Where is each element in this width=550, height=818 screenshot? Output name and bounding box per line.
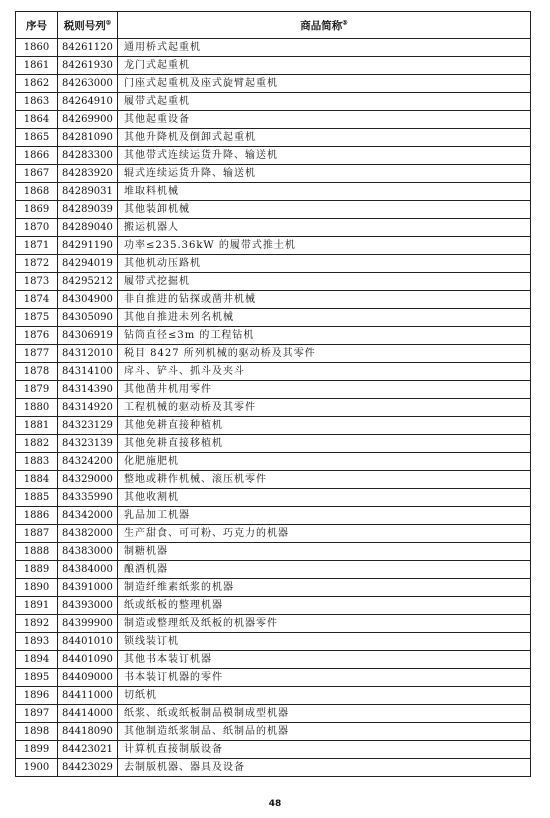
row-seq-cell: 1899 xyxy=(16,741,58,759)
row-seq-cell: 1877 xyxy=(16,345,58,363)
row-name-cell: 去制版机器、器具及设备 xyxy=(118,759,531,777)
header-code-footnote-mark: ⑤ xyxy=(105,19,112,26)
row-name-cell: 其他免耕直接移植机 xyxy=(118,435,531,453)
table-row xyxy=(16,687,531,705)
row-code-cell: 84324200 xyxy=(58,453,118,471)
table-row xyxy=(16,345,531,363)
row-seq-cell: 1869 xyxy=(16,201,58,219)
row-seq-cell: 1880 xyxy=(16,399,58,417)
row-seq-cell: 1882 xyxy=(16,435,58,453)
row-seq-cell: 1887 xyxy=(16,525,58,543)
table-row xyxy=(16,129,531,147)
row-code-cell: 84289031 xyxy=(58,183,118,201)
table-row xyxy=(16,615,531,633)
table-row xyxy=(16,111,531,129)
row-seq-cell: 1894 xyxy=(16,651,58,669)
table-row xyxy=(16,381,531,399)
row-code-cell: 84283920 xyxy=(58,165,118,183)
row-seq-cell: 1892 xyxy=(16,615,58,633)
tariff-table xyxy=(15,11,531,777)
table-row xyxy=(16,147,531,165)
row-code-cell: 84383000 xyxy=(58,543,118,561)
row-seq-cell: 1890 xyxy=(16,579,58,597)
table-row xyxy=(16,237,531,255)
row-code-cell: 84306919 xyxy=(58,327,118,345)
row-name-cell: 纸浆、纸或纸板制品模制成型机器 xyxy=(118,705,531,723)
row-code-cell: 84314390 xyxy=(58,381,118,399)
row-code-cell: 84281090 xyxy=(58,129,118,147)
table-row xyxy=(16,489,531,507)
row-seq-cell: 1873 xyxy=(16,273,58,291)
row-code-cell: 84314100 xyxy=(58,363,118,381)
row-code-cell: 84329000 xyxy=(58,471,118,489)
row-code-cell: 84263000 xyxy=(58,75,118,93)
table-row xyxy=(16,741,531,759)
header-name xyxy=(118,12,531,39)
row-name-cell: 履带式起重机 xyxy=(118,93,531,111)
row-name-cell: 履带式挖掘机 xyxy=(118,273,531,291)
row-name-cell: 制造纤维素纸浆的机器 xyxy=(118,579,531,597)
row-name-cell: 化肥施肥机 xyxy=(118,453,531,471)
row-name-cell: 制造或整理纸及纸板的机器零件 xyxy=(118,615,531,633)
table-row xyxy=(16,309,531,327)
table-row xyxy=(16,363,531,381)
row-seq-cell: 1863 xyxy=(16,93,58,111)
row-seq-cell: 1884 xyxy=(16,471,58,489)
row-name-cell: 其他升降机及倒卸式起重机 xyxy=(118,129,531,147)
row-seq-cell: 1864 xyxy=(16,111,58,129)
row-seq-cell: 1898 xyxy=(16,723,58,741)
row-name-cell: 生产甜食、可可粉、巧克力的机器 xyxy=(118,525,531,543)
table-row xyxy=(16,399,531,417)
row-seq-cell: 1886 xyxy=(16,507,58,525)
row-name-cell: 其他带式连续运货升降、输送机 xyxy=(118,147,531,165)
table-row xyxy=(16,435,531,453)
row-name-cell: 其他书本装订机器 xyxy=(118,651,531,669)
table-row xyxy=(16,201,531,219)
row-code-cell: 84291190 xyxy=(58,237,118,255)
row-name-cell: 制糖机器 xyxy=(118,543,531,561)
row-name-cell: 其他机动压路机 xyxy=(118,255,531,273)
header-name-label: 商品简称 xyxy=(300,19,343,32)
row-seq-cell: 1861 xyxy=(16,57,58,75)
table-row xyxy=(16,525,531,543)
row-name-cell: 堆取料机械 xyxy=(118,183,531,201)
table-row xyxy=(16,255,531,273)
row-name-cell: 酿酒机器 xyxy=(118,561,531,579)
row-seq-cell: 1876 xyxy=(16,327,58,345)
row-code-cell: 84382000 xyxy=(58,525,118,543)
row-seq-cell: 1872 xyxy=(16,255,58,273)
table-row xyxy=(16,579,531,597)
row-name-cell: 其他装卸机械 xyxy=(118,201,531,219)
row-seq-cell: 1895 xyxy=(16,669,58,687)
row-code-cell: 84399900 xyxy=(58,615,118,633)
table-row xyxy=(16,453,531,471)
row-name-cell: 税目 8427 所列机械的驱动桥及其零件 xyxy=(118,345,531,363)
table-row xyxy=(16,597,531,615)
table-body xyxy=(16,39,531,777)
row-name-cell: 其他免耕直接种植机 xyxy=(118,417,531,435)
row-name-cell: 门座式起重机及座式旋臂起重机 xyxy=(118,75,531,93)
table-row xyxy=(16,633,531,651)
row-seq-cell: 1862 xyxy=(16,75,58,93)
table-row xyxy=(16,507,531,525)
table-row xyxy=(16,219,531,237)
row-seq-cell: 1885 xyxy=(16,489,58,507)
table-row xyxy=(16,93,531,111)
page-number: 48 xyxy=(268,799,282,809)
row-code-cell: 84384000 xyxy=(58,561,118,579)
table-row xyxy=(16,669,531,687)
table-header xyxy=(16,12,531,39)
row-code-cell: 84342000 xyxy=(58,507,118,525)
row-code-cell: 84409000 xyxy=(58,669,118,687)
row-seq-cell: 1878 xyxy=(16,363,58,381)
row-name-cell: 其他凿井机用零件 xyxy=(118,381,531,399)
row-seq-cell: 1897 xyxy=(16,705,58,723)
row-name-cell: 功率≤235.36kW 的履带式推土机 xyxy=(118,237,531,255)
header-code xyxy=(58,12,118,39)
table-row xyxy=(16,291,531,309)
header-seq xyxy=(16,12,58,39)
row-name-cell: 其他收割机 xyxy=(118,489,531,507)
header-code-label: 税则号列 xyxy=(63,19,106,32)
row-seq-cell: 1870 xyxy=(16,219,58,237)
row-seq-cell: 1879 xyxy=(16,381,58,399)
table-row xyxy=(16,183,531,201)
row-name-cell: 龙门式起重机 xyxy=(118,57,531,75)
row-code-cell: 84423021 xyxy=(58,741,118,759)
row-code-cell: 84261930 xyxy=(58,57,118,75)
row-code-cell: 84269900 xyxy=(58,111,118,129)
row-seq-cell: 1889 xyxy=(16,561,58,579)
table-row xyxy=(16,165,531,183)
row-code-cell: 84401090 xyxy=(58,651,118,669)
row-code-cell: 84423029 xyxy=(58,759,118,777)
row-name-cell: 纸或纸板的整理机器 xyxy=(118,597,531,615)
row-code-cell: 84391000 xyxy=(58,579,118,597)
row-code-cell: 84264910 xyxy=(58,93,118,111)
row-seq-cell: 1900 xyxy=(16,759,58,777)
row-code-cell: 84305090 xyxy=(58,309,118,327)
row-code-cell: 84289039 xyxy=(58,201,118,219)
row-code-cell: 84289040 xyxy=(58,219,118,237)
row-name-cell: 钻筒直径≤3m 的工程钻机 xyxy=(118,327,531,345)
row-code-cell: 84323129 xyxy=(58,417,118,435)
row-seq-cell: 1860 xyxy=(16,39,58,57)
row-name-cell: 搬运机器人 xyxy=(118,219,531,237)
row-name-cell: 整地或耕作机械、滚压机零件 xyxy=(118,471,531,489)
row-seq-cell: 1888 xyxy=(16,543,58,561)
table-row xyxy=(16,39,531,57)
row-name-cell: 非自推进的钻探或凿井机械 xyxy=(118,291,531,309)
row-name-cell: 其他制造纸浆制品、纸制品的机器 xyxy=(118,723,531,741)
table-row xyxy=(16,543,531,561)
row-name-cell: 书本装订机器的零件 xyxy=(118,669,531,687)
row-code-cell: 84414000 xyxy=(58,705,118,723)
row-code-cell: 84295212 xyxy=(58,273,118,291)
table-row xyxy=(16,75,531,93)
row-name-cell: 辊式连续运货升降、输送机 xyxy=(118,165,531,183)
table-row xyxy=(16,327,531,345)
row-code-cell: 84335990 xyxy=(58,489,118,507)
row-name-cell: 戽斗、铲斗、抓斗及夹斗 xyxy=(118,363,531,381)
row-code-cell: 84261120 xyxy=(58,39,118,57)
row-seq-cell: 1881 xyxy=(16,417,58,435)
table-row xyxy=(16,759,531,777)
row-code-cell: 84283300 xyxy=(58,147,118,165)
header-row xyxy=(16,12,531,39)
header-name-footnote-mark: ⑤ xyxy=(342,19,348,26)
table-row xyxy=(16,723,531,741)
row-seq-cell: 1883 xyxy=(16,453,58,471)
row-code-cell: 84393000 xyxy=(58,597,118,615)
row-seq-cell: 1896 xyxy=(16,687,58,705)
row-seq-cell: 1868 xyxy=(16,183,58,201)
row-seq-cell: 1865 xyxy=(16,129,58,147)
row-name-cell: 切纸机 xyxy=(118,687,531,705)
row-seq-cell: 1871 xyxy=(16,237,58,255)
row-name-cell: 计算机直接制版设备 xyxy=(118,741,531,759)
row-seq-cell: 1893 xyxy=(16,633,58,651)
table-row xyxy=(16,471,531,489)
table-row xyxy=(16,57,531,75)
row-name-cell: 通用桥式起重机 xyxy=(118,39,531,57)
row-code-cell: 84294019 xyxy=(58,255,118,273)
header-seq-label: 序号 xyxy=(26,19,47,32)
row-seq-cell: 1874 xyxy=(16,291,58,309)
row-name-cell: 乳品加工机器 xyxy=(118,507,531,525)
table-row xyxy=(16,273,531,291)
row-seq-cell: 1891 xyxy=(16,597,58,615)
row-code-cell: 84312010 xyxy=(58,345,118,363)
row-code-cell: 84411000 xyxy=(58,687,118,705)
table-row xyxy=(16,561,531,579)
row-seq-cell: 1875 xyxy=(16,309,58,327)
row-name-cell: 其他起重设备 xyxy=(118,111,531,129)
row-code-cell: 84323139 xyxy=(58,435,118,453)
row-seq-cell: 1867 xyxy=(16,165,58,183)
table-row xyxy=(16,417,531,435)
row-name-cell: 锁线装订机 xyxy=(118,633,531,651)
row-code-cell: 84304900 xyxy=(58,291,118,309)
row-code-cell: 84401010 xyxy=(58,633,118,651)
row-name-cell: 其他自推进未列名机械 xyxy=(118,309,531,327)
row-seq-cell: 1866 xyxy=(16,147,58,165)
table-row xyxy=(16,651,531,669)
row-name-cell: 工程机械的驱动桥及其零件 xyxy=(118,399,531,417)
table-row xyxy=(16,705,531,723)
row-code-cell: 84418090 xyxy=(58,723,118,741)
row-code-cell: 84314920 xyxy=(58,399,118,417)
